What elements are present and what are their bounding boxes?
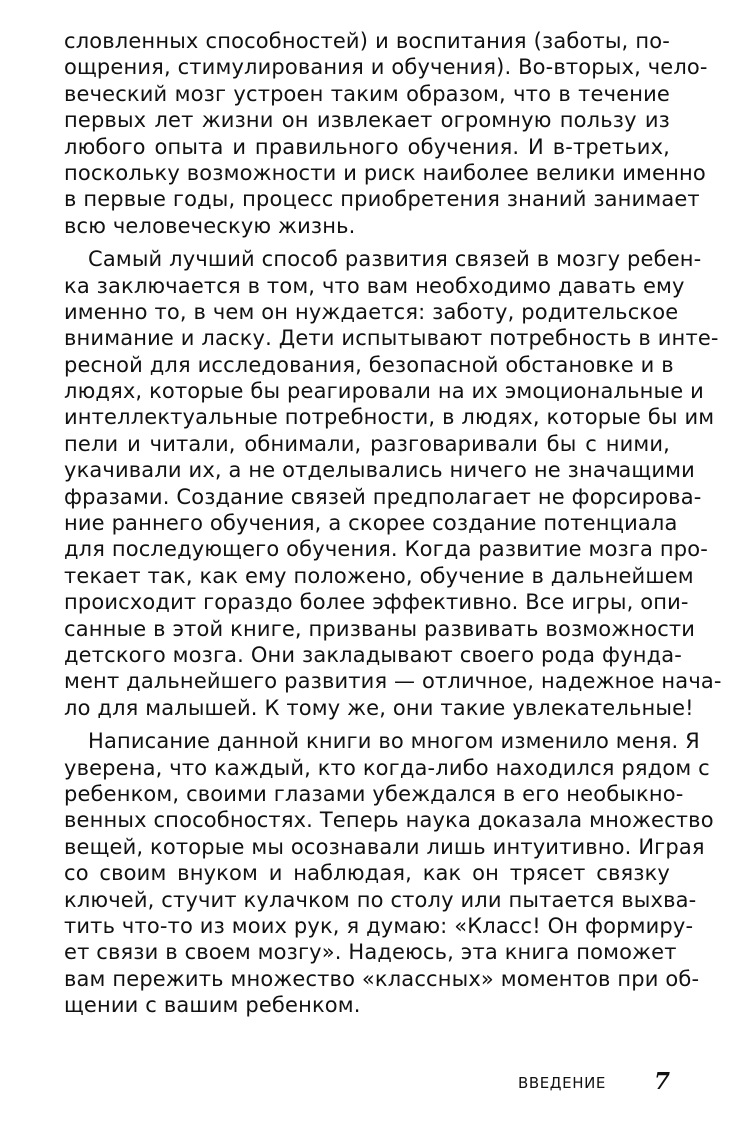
text-line: в первые годы, процесс приобретения знаний занимает bbox=[64, 187, 700, 212]
text-line: вещей, которые мы осознавали лишь интуитивно. Играя bbox=[64, 834, 705, 859]
text-line: Самый лучший способ развития связей в мозгу ребен- bbox=[88, 247, 702, 272]
running-head: ВВЕДЕНИЕ bbox=[517, 1074, 606, 1092]
text-line: интеллектуальные потребности, в людях, которые бы им bbox=[64, 405, 715, 430]
text-line: ние раннего обучения, а скорее создание потенциала bbox=[64, 511, 678, 536]
text-line: внимание и ласку. Дети испытывают потребность в инте- bbox=[64, 326, 719, 351]
text-line: вам пережить множество «классных» моментов при об- bbox=[64, 966, 700, 991]
text-line: для последующего обучения. Когда развитие мозга про- bbox=[64, 537, 708, 562]
text-line: детского мозга. Они закладывают своего рода фунда- bbox=[64, 642, 683, 667]
text-line: Написание данной книги во многом изменило меня. Я bbox=[88, 729, 700, 754]
text-line: со своим внуком и наблюдая, как он трясет связку bbox=[64, 861, 670, 886]
text-line: ощрения, стимулирования и обучения). Во-вторых, чело- bbox=[64, 55, 708, 80]
text-line: всю человеческую жизнь. bbox=[64, 213, 356, 238]
text-line: тить что-то из моих рук, я думаю: «Класс! Он формиру- bbox=[64, 913, 694, 938]
text-line: текает так, как ему положено, обучение в дальнейшем bbox=[64, 563, 694, 588]
paragraph-3 bbox=[64, 728, 714, 1018]
text-line: происходит гораздо более эффективно. Все игры, опи- bbox=[64, 590, 689, 615]
text-line: любого опыта и правильного обучения. И в-третьих, bbox=[64, 134, 670, 159]
text-line: санные в этой книге, призваны развивать возможности bbox=[64, 616, 696, 641]
text-line: людях, которые бы реагировали на их эмоциональные и bbox=[64, 379, 704, 404]
text-line: укачивали их, а не отделывались ничего не значащими bbox=[64, 458, 695, 483]
text-line: венных способностях. Теперь наука доказала множество bbox=[64, 808, 714, 833]
text-line: именно то, в чем он нуждается: заботу, родительское bbox=[64, 299, 679, 324]
text-line: щении с вашим ребенком. bbox=[64, 993, 361, 1018]
text-line: поскольку возможности и риск наиболее велики именно bbox=[64, 160, 706, 185]
text-line: фразами. Создание связей предполагает не форсирова- bbox=[64, 484, 702, 509]
paragraph-2 bbox=[64, 246, 722, 721]
text-line: ресной для исследования, безопасной обстановке и в bbox=[64, 352, 674, 377]
text-line: уверена, что каждый, кто когда-либо находился рядом с bbox=[64, 755, 710, 780]
text-line: ключей, стучит кулачком по столу или пытается выхва- bbox=[64, 887, 697, 912]
text-line: веческий мозг устроен таким образом, что в течение bbox=[64, 81, 670, 106]
text-line: ет связи в своем мозгу». Надеюсь, эта книга поможет bbox=[64, 940, 677, 965]
text-line: ребенком, своими глазами убеждался в его необыкно- bbox=[64, 781, 684, 806]
text-line: мент дальнейшего развития — отличное, надежное нача- bbox=[64, 669, 722, 694]
paragraph-1 bbox=[64, 28, 708, 239]
text-line: первых лет жизни он извлекает огромную пользу из bbox=[64, 108, 670, 133]
page-number: 7 bbox=[653, 1068, 670, 1095]
page-footer bbox=[64, 1070, 670, 1098]
text-line: словленных способностей) и воспитания (заботы, по- bbox=[64, 29, 670, 53]
text-line: ка заключается в том, что вам необходимо давать ему bbox=[64, 273, 685, 298]
page-body bbox=[64, 28, 722, 1025]
text-line: пели и читали, обнимали, разговаривали бы с ними, bbox=[64, 431, 670, 456]
text-line: ло для малышей. К тому же, они такие увлекательные! bbox=[64, 695, 694, 720]
